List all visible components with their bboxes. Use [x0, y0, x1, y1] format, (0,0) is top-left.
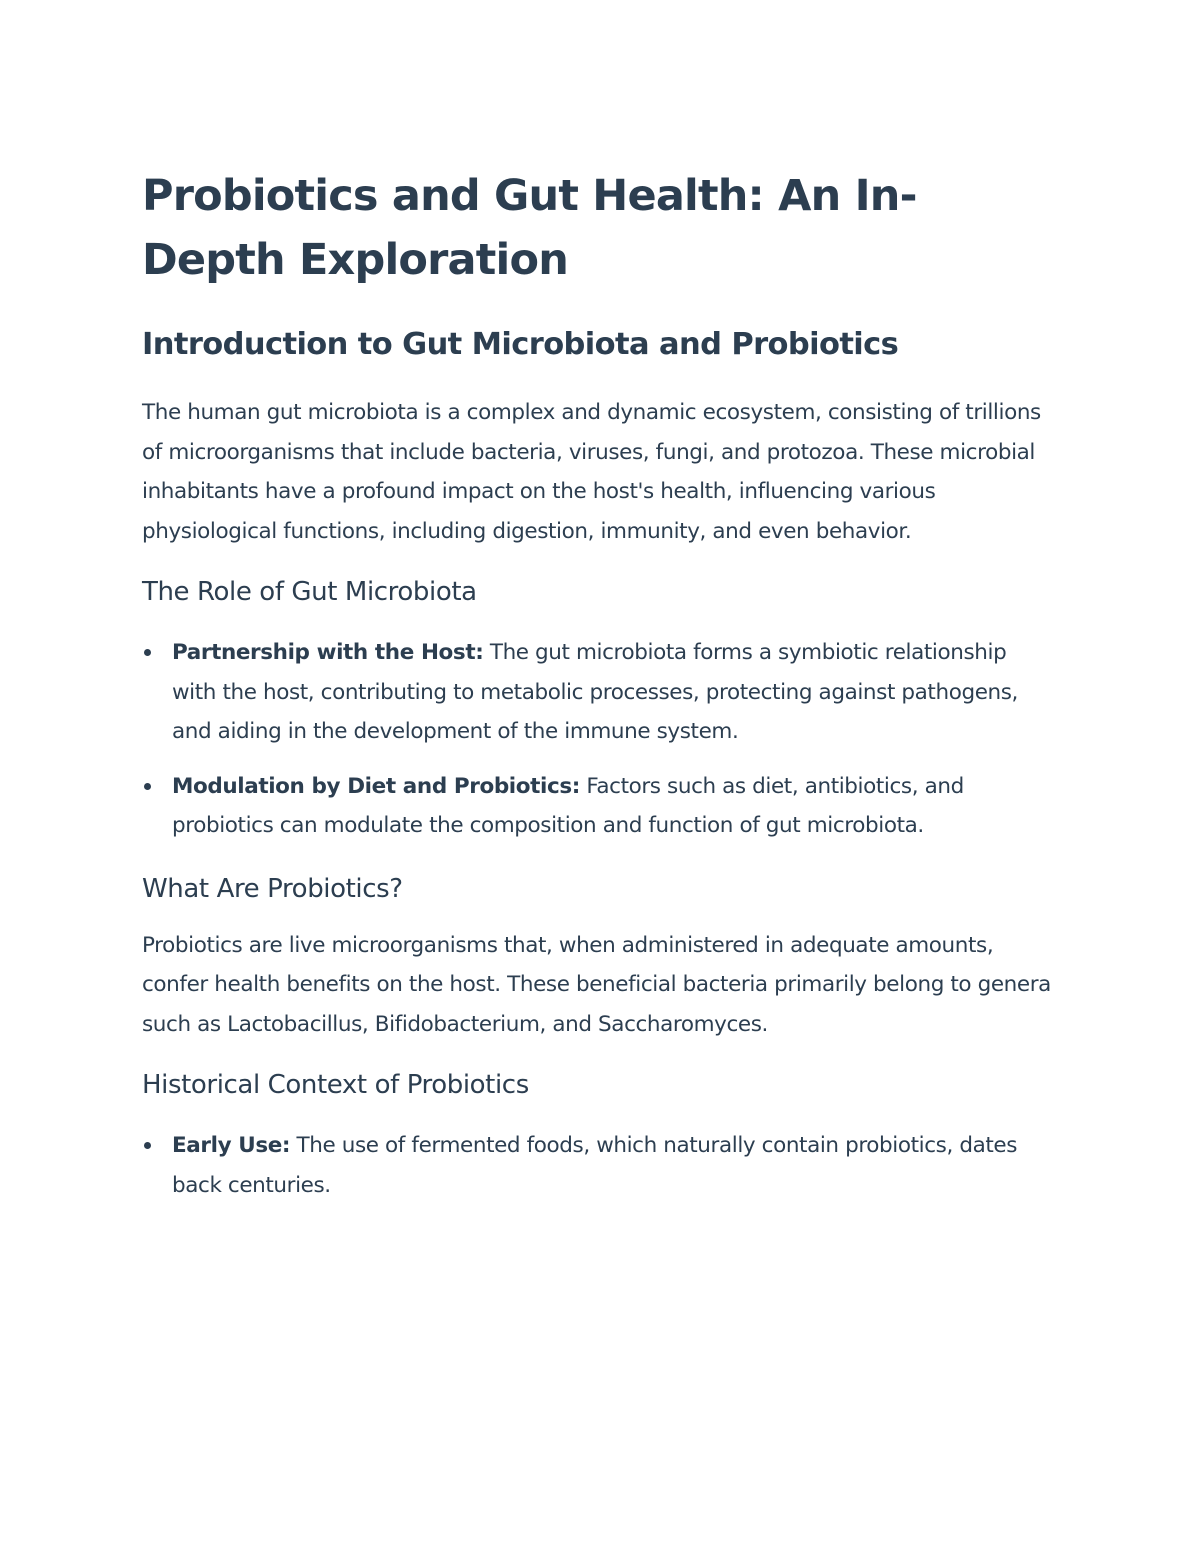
bullet-icon: [144, 783, 151, 790]
bullet-icon: [144, 649, 151, 656]
list-item-text: The use of fermented foods, which naturally contain probiotics, dates back centuries.: [172, 1133, 1018, 1198]
subheading-what-are-probiotics: What Are Probiotics?: [142, 873, 403, 904]
document-title: Probiotics and Gut Health: An In-Depth Exploration: [142, 171, 917, 285]
document-page: [142, 164, 1052, 1205]
list-item-text: The gut microbiota forms a symbiotic relationship with the host, contributing to metabolic processes, protecting against pathogens, and aiding in the development of the immune system.: [172, 640, 1018, 744]
list-item-term: Early Use:: [172, 1133, 291, 1158]
role-list: [142, 633, 1052, 846]
list-item-term: Partnership with the Host:: [172, 640, 484, 665]
list-item: [142, 767, 1052, 846]
intro-paragraph: The human gut microbiota is a complex and dynamic ecosystem, consisting of trillions of microorganisms that include bacteria, viruses, fungi, and protozoa. These microbial inhabitants have a profound impact on the host's health, influencing various physiological functions, including digestion, immunity, and even behavior.: [142, 400, 1041, 544]
history-list: [142, 1126, 1052, 1205]
subheading-historical-context: Historical Context of Probiotics: [142, 1070, 529, 1100]
what-are-probiotics-paragraph: Probiotics are live microorganisms that, when administered in adequate amounts, confer health benefits on the host. These beneficial bacteria primarily belong to genera such as Lactobacillus, Bifidobacterium, and Saccharomyces.: [142, 932, 1051, 1037]
subheading-role-of-gut-microbiota: The Role of Gut Microbiota: [142, 577, 477, 607]
list-item: [142, 633, 1052, 752]
list-item-term: Modulation by Diet and Probiotics:: [172, 773, 580, 799]
list-item: [142, 1126, 1052, 1205]
section-heading-introduction: Introduction to Gut Microbiota and Probiotics: [142, 327, 899, 362]
bullet-icon: [144, 1142, 151, 1149]
list-item-text: Factors such as diet, antibiotics, and probiotics can modulate the composition and function of gut microbiota.: [172, 773, 964, 838]
